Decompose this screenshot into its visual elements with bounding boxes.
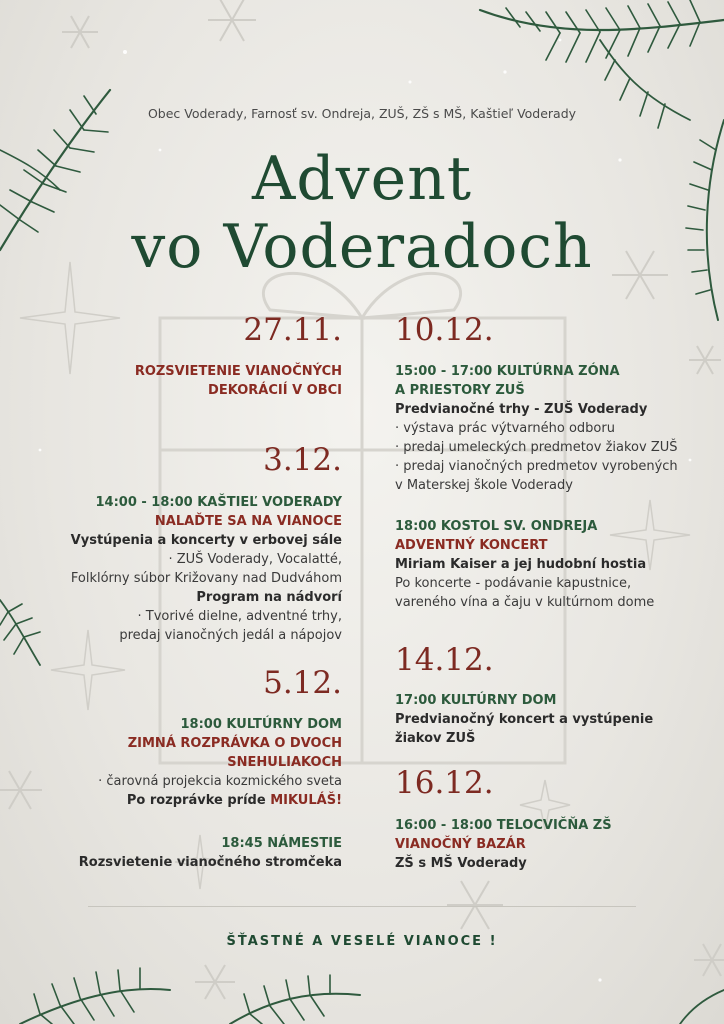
event-5-12-namestie (42, 834, 342, 872)
event-line: ZŠ s MŠ Voderady (395, 856, 527, 871)
date-14-12: 14.12. (395, 642, 494, 678)
divider (88, 906, 636, 907)
event-line: predaj vianočných jedál a nápojov (119, 628, 342, 643)
event-line: v Materskej škole Voderady (395, 478, 573, 493)
date-27-11: 27.11. (243, 312, 342, 348)
date-3-12: 3.12. (263, 442, 342, 478)
event-time: 14:00 - 18:00 KAŠTIEĽ VODERADY (95, 495, 342, 510)
event-time: 18:00 KULTÚRNY DOM (180, 717, 342, 732)
event-title: ZIMNÁ ROZPRÁVKA O DVOCH (127, 736, 342, 751)
event-line: · predaj umeleckých predmetov žiakov ZUŠ (395, 440, 678, 455)
event-title: ROZSVIETENIE VIANOČNÝCH (134, 364, 342, 379)
event-line: Vystúpenia a koncerty v erbovej sále (70, 533, 342, 548)
date-5-12: 5.12. (263, 665, 342, 701)
event-16-12 (395, 816, 705, 873)
event-5-12 (42, 715, 342, 810)
event-line: Predvianočný koncert a vystúpenie (395, 712, 654, 727)
event-line: · ZUŠ Voderady, Vocalatté, (168, 552, 342, 567)
event-14-12 (395, 691, 705, 748)
page-title-line2: vo Voderadoch (131, 212, 593, 282)
date-16-12: 16.12. (395, 765, 494, 801)
event-10-12-koncert (395, 517, 705, 612)
event-line: Folklórny súbor Križovany nad Dudváhom (70, 571, 342, 586)
event-title: ADVENTNÝ KONCERT (395, 538, 548, 553)
date-10-12: 10.12. (395, 312, 494, 348)
event-time: A PRIESTORY ZUŠ (395, 383, 525, 398)
event-time: 17:00 KULTÚRNY DOM (395, 693, 557, 708)
event-line: · čarovná projekcia kozmického sveta (98, 774, 342, 789)
event-title: NALAĎTE SA NA VIANOCE (154, 514, 342, 529)
event-27-11 (42, 362, 342, 400)
page-title-line1: Advent (252, 144, 472, 214)
event-title: VIANOČNÝ BAZÁR (395, 837, 526, 852)
event-line: · výstava prác výtvarného odboru (395, 421, 615, 436)
event-title: SNEHULIAKOCH (227, 755, 342, 770)
event-title: DEKORÁCIÍ V OBCI (208, 383, 342, 398)
event-10-12 (395, 362, 705, 495)
event-line: vareného vína a čaju v kultúrnom dome (395, 595, 655, 610)
event-line: Program na nádvorí (196, 590, 342, 605)
event-line: Rozsvietenie vianočného stromčeka (78, 855, 342, 870)
event-time: 16:00 - 18:00 TELOCVIČŇA ZŠ (395, 818, 612, 833)
event-line: · predaj vianočných predmetov vyrobených (395, 459, 678, 474)
event-line: Po rozprávke príde MIKULÁŠ! (126, 793, 342, 808)
event-line: Miriam Kaiser a jej hudobní hostia (395, 557, 647, 572)
organizers: Obec Voderady, Farnosť sv. Ondreja, ZUŠ, ZŠ s MŠ, Kaštieľ Voderady (147, 106, 577, 121)
footer-greeting: ŠŤASTNÉ A VESELÉ VIANOCE ! (226, 934, 498, 949)
mikulas-highlight: MIKULÁŠ! (270, 793, 342, 808)
event-time: 15:00 - 17:00 KULTÚRNA ZÓNA (395, 364, 620, 379)
event-line: Predvianočné trhy - ZUŠ Voderady (395, 402, 648, 417)
event-line: Po koncerte - podávanie kapustnice, (395, 576, 632, 591)
event-time: 18:45 NÁMESTIE (221, 836, 342, 851)
event-line: žiakov ZUŠ (395, 731, 476, 746)
event-3-12 (42, 493, 342, 645)
event-time: 18:00 KOSTOL SV. ONDREJA (395, 519, 598, 534)
event-line: · Tvorivé dielne, adventné trhy, (137, 609, 342, 624)
